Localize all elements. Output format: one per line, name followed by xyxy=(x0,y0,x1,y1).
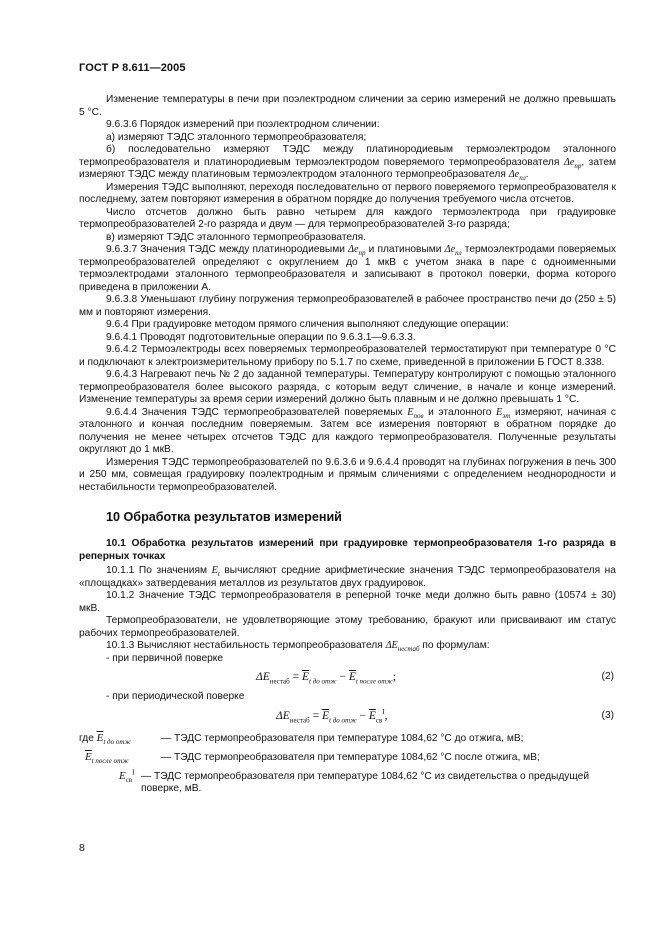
symbol-de-pr: $\Delta e_{пр}$ xyxy=(348,244,366,258)
where-item xyxy=(79,749,616,768)
symbol-de-pl: $\Delta e_{пл}$ xyxy=(508,169,526,183)
where-symbol: $\overline{E}_{t после отж}$ xyxy=(85,750,129,765)
formula-3 xyxy=(79,704,616,730)
paragraph: 9.6.4.2 Термоэлектроды всех поверяемых термопреобразователей термостатируют при температуре 0 °С и подключают к электроизмерительному прибору по 5.1.7 по схеме, приведенной в приложении Б ГОСТ 8.338. xyxy=(79,344,616,368)
paragraph: 9.6.4.3 Нагревают печь № 2 до заданной температуры. Температуру контролируют с помощью эталонного термопреобразователя более высокого разряда, с которым ведут сличение, в начале и конце измерений. Изменение температуры за время серии измерений должно быть плавным и не должно превышать 1 °С. xyxy=(79,369,616,405)
symbol-de-pr: $\Delta e_{пр}$ xyxy=(563,156,582,170)
paragraph: Число отсчетов должно быть равно четырем для каждого термоэлектрода при градуировке термопреобразователей 2-го разряда и двум — для термопреобразователей 3-го разряда; xyxy=(79,206,616,230)
paragraph: 9.6.4.1 Проводят подготовительные операции по 9.6.3.1—9.6.3.3. xyxy=(106,331,416,343)
paragraph: 9.6.3.6 Порядок измерений при поэлектродном сличении: xyxy=(106,119,380,130)
paragraph: 9.6.4.4 Значения ТЭДС термопреобразователей поверяемых $E_{пов}$ и эталонного $E_{эт}$ измеряют, начиная с эталонного и кончая последним поверяемым. Затем все измерения повторяют в обратном порядке до получения не менее четырех отсчетов ТЭДС для каждого термопреобразователя. Полученные результаты округляют до 1 мкВ. xyxy=(79,406,616,455)
paragraph: 9.6.3.8 Уменьшают глубину погружения термопреобразователей в рабочее пространство печи до (250 ± 5) мм и повторяют измерения. xyxy=(79,294,616,318)
subsection-heading: 10.1 Обработка результатов измерений при градуировке термопреобразователя 1-го разряда в реперных точках xyxy=(79,538,616,562)
formula-2 xyxy=(79,665,616,691)
document-body xyxy=(79,94,616,796)
formula-expression: $\Delta E_{нестаб} = \overline{E}_{t до отж} - \overline{E}_{t после отж}$; xyxy=(256,671,397,686)
where-item xyxy=(79,768,616,796)
paragraph xyxy=(79,144,616,182)
symbol-e-et: $E_{эт}$ xyxy=(496,406,511,420)
section-heading: 10 Обработка результатов измерений xyxy=(106,510,342,524)
paragraph: 10.1.2 Значение ТЭДС термопреобразователя в реперной точке меди должно быть равно (10574 ± 30) мкВ. xyxy=(79,590,616,614)
where-text: — ТЭДС термопреобразователя при температуре 1084,62 °С до отжига, мВ; xyxy=(161,732,524,744)
paragraph: Изменение температуры в печи при поэлектродном сличении за серию измерений не должно превышать 5 °С. xyxy=(79,94,616,118)
page-number: 8 xyxy=(79,842,85,854)
paragraph: а) измеряют ТЭДС эталонного термопреобразователя; xyxy=(106,131,367,143)
formula-number: (2) xyxy=(601,671,614,682)
paragraph: 10.1.1 По значениям $E_t$ вычисляют средние арифметические значения ТЭДС термопреобразователя на «площадках» затвердевания металлов из результатов двух градуировок. xyxy=(79,565,616,589)
where-symbol: $E_{св}^I$ xyxy=(119,767,135,784)
symbol-e-pov: $E_{пов}$ xyxy=(407,406,424,420)
paragraph: Измерения ТЭДС термопреобразователей по 9.6.3.6 и 9.6.4.4 проводят на глубинах погружения в печь 300 и 250 мм, совмещая градуировку поэлектродным и прямым сличениями с определением неоднородности и нестабильности термопреобразователей. xyxy=(79,456,616,493)
standard-header: ГОСТ Р 8.611—2005 xyxy=(79,62,186,74)
paragraph: 9.6.4 При градуировке методом прямого сличения выполняют следующие операции: xyxy=(106,319,509,330)
text-run: , затем измеряют ТЭДС между платиновым термоэлектродом эталонного термопреобразователя xyxy=(79,156,616,180)
symbol-e-t: $E_t$ xyxy=(211,565,220,579)
paragraph: 10.1.3 Вычисляют нестабильность термопреобразователя $\Delta E_{нестаб}$ по формулам: xyxy=(106,640,490,654)
paragraph: Термопреобразователи, не удовлетворяющие этому требованию, бракуют или присваивают им статус рабочих термопреобразователей. xyxy=(79,615,616,639)
paragraph: Измерения ТЭДС выполняют, переходя последовательно от первого поверяемого термопреобразователя к последнему, затем повторяют измерения в обратном порядке до получения требуемого числа отсчетов. xyxy=(79,181,616,205)
symbol-de-nestab: $\Delta E_{нестаб}$ xyxy=(385,640,420,654)
where-item xyxy=(79,730,616,749)
paragraph: в) измеряют ТЭДС эталонного термопреобразователя. xyxy=(106,231,367,243)
paragraph: - при периодической поверке xyxy=(106,691,245,702)
where-text: — ТЭДС термопреобразователя при температуре 1084,62 °С из свидетельства о предыдущей поверке, мВ. xyxy=(141,770,590,794)
formula-expression: $\Delta E_{нестаб} = \overline{E}_{t до отж} - \overline{E}_{св}^I$, xyxy=(276,707,388,724)
text-run: . xyxy=(525,169,529,180)
symbol-de-pl: $\Delta e_{пл}$ xyxy=(444,244,462,258)
where-text: — ТЭДС термопреобразователя при температуре 1084,62 °С после отжига, мВ; xyxy=(161,751,540,763)
paragraph: - при первичной поверке xyxy=(106,652,224,664)
formula-number: (3) xyxy=(601,709,614,721)
paragraph: 9.6.3.7 Значения ТЭДС между платинородиевыми $\Delta e_{пр}$ и платиновыми $\Delta e_{пл}$ термоэлектродами поверяемых термопреобразователей определяют с округлением до 1 мкВ с учетом знака в паре с одноименными термоэлектродами эталонного термопреобразователя и записывают в протокол поверки, форма которого приведена в приложении А. xyxy=(79,244,616,293)
text-run: б) последовательно измеряют ТЭДС между платинородиевым термоэлектродом эталонного термопреобразователя и платинородиевым термоэлектродом поверяемого термопреобразователя xyxy=(79,144,616,168)
where-symbol: где $\overline{E}_{t до отж}$ xyxy=(79,731,131,746)
